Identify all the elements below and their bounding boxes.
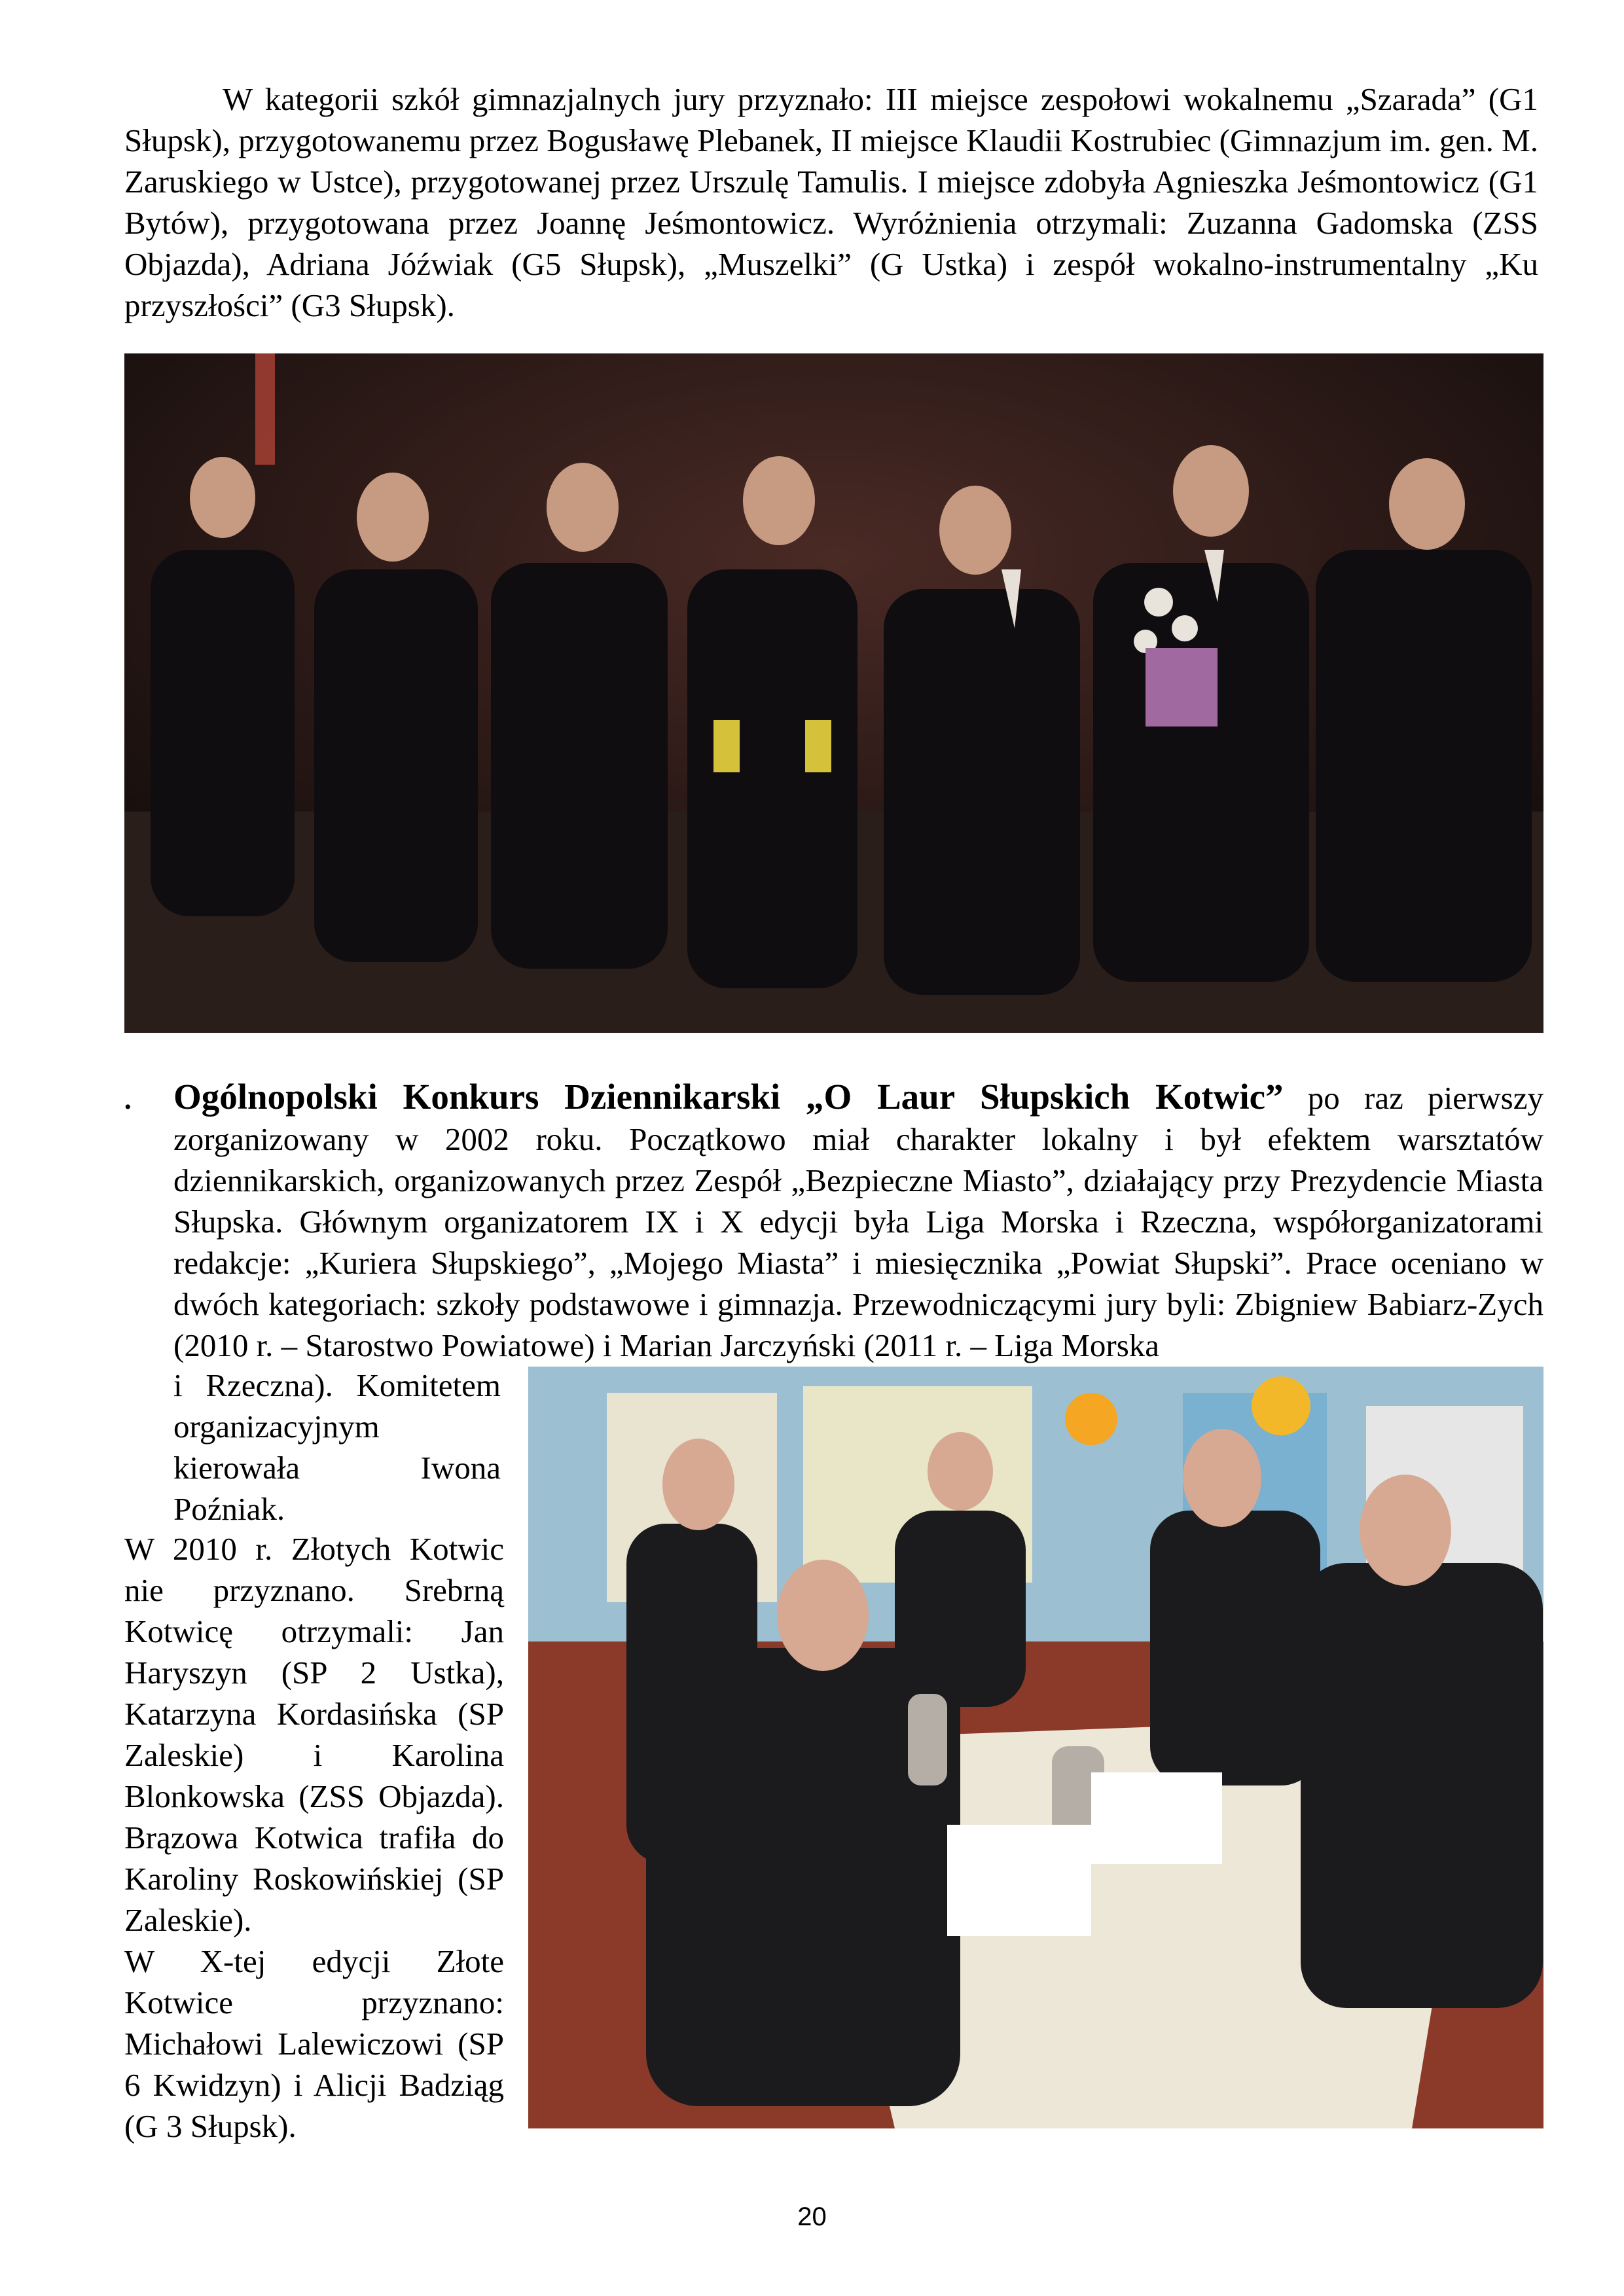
page-number: 20: [797, 2202, 827, 2231]
bullet-symbol: •: [124, 1096, 132, 1118]
bullet-paragraph: [173, 1076, 1543, 1366]
bullet-tail-text: i Rzeczna). Komitetem organizacyjnym kierowała Iwona Poźniak.: [173, 1367, 501, 1527]
bullet-title: Ogólnopolski Konkurs Dziennikarski „O Laur Słupskich Kotwic”: [173, 1077, 1284, 1117]
left-column-text: [124, 1528, 504, 2147]
photo-jury-table: [528, 1367, 1543, 2128]
photo-audience-guests: [124, 353, 1543, 1033]
paragraph-gymnasium-results: W kategorii szkół gimnazjalnych jury przyznało: III miejsce zespołowi wokalnemu „Szarada” (G1 Słupsk), przygotowanemu przez Bogusławę Plebanek, II miejsce Klaudii Kostrubiec (Gimnazjum im. gen. M. Zaruskiego w Ustce), przygotowanej przez Urszulę Tamulis. I miejsce zdobyła Agnieszka Jeśmontowicz (G1 Bytów), przygotowana przez Joannę Jeśmontowicz. Wyróżnienia otrzymali: Zuzanna Gadomska (ZSS Objazda), Adriana Jóźwiak (G5 Słupsk), „Muszelki” (G Ustka) i zespół wokalno-instrumentalny „Ku przyszłości” (G3 Słupsk).: [124, 81, 1538, 323]
left-column-paragraph-x-edition: W X-tej edycji Złote Kotwice przyznano: Michałowi Lalewiczowi (SP 6 Kwidzyn) i Alicji Badziąg (G 3 Słupsk).: [124, 1943, 504, 2144]
bullet-text: po raz pierwszy zorganizowany w 2002 roku. Początkowo miał charakter lokalny i był efektem warsztatów dziennikarskich, organizowanych przez Zespół „Bezpieczne Miasto”, działający przy Prezydencie Miasta Słupska. Głównym organizatorem IX i X edycji była Liga Morska i Rzeczna, współorganizatorami redakcje: „Kuriera Słupskiego”, „Mojego Miasta” i miesięcznika „Powiat Słupski”. Prace oceniano w dwóch kategoriach: szkoły podstawowe i gimnazja. Przewodniczącymi jury byli: Zbigniew Babiarz-Zych (2010 r. – Starostwo Powiatowe) i Marian Jarczyński (2011 r. – Liga Morska: [173, 1080, 1543, 1363]
left-column-paragraph-2010: W 2010 r. Złotych Kotwic nie przyznano. Srebrną Kotwicę otrzymali: Jan Haryszyn (SP 2 Ustka), Katarzyna Kordasińska (SP Zaleskie) i Karolina Blonkowska (ZSS Objazda). Brązowa Kotwica trafiła do Karoliny Roskowińskiej (SP Zaleskie).: [124, 1531, 504, 1938]
